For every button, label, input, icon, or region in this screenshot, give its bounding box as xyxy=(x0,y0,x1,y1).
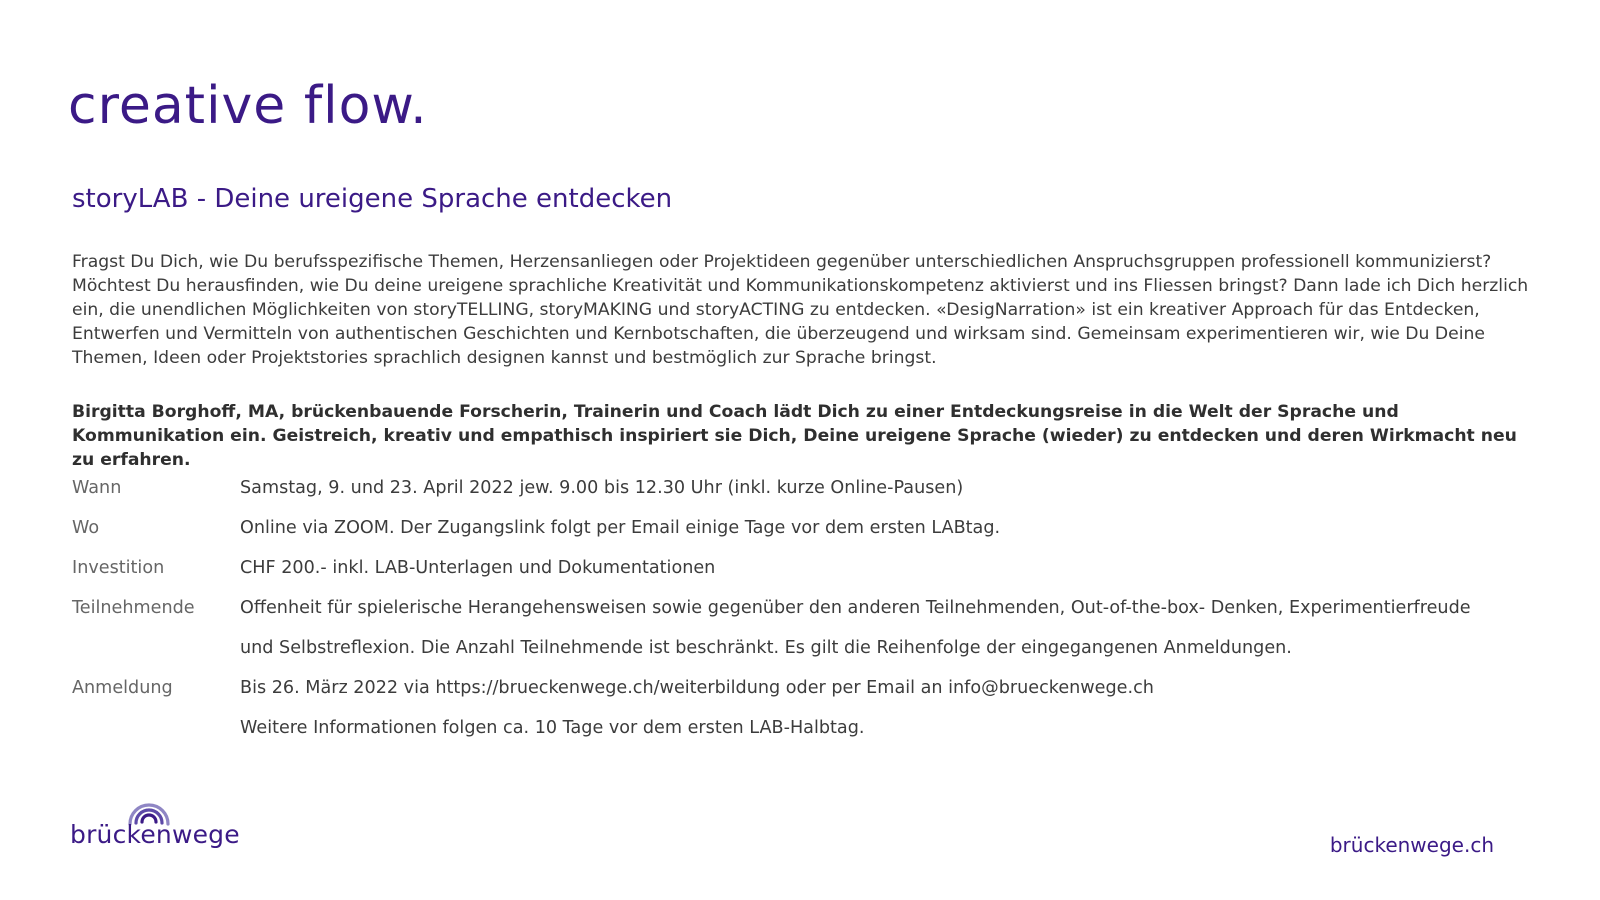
details-table xyxy=(72,468,1552,748)
detail-value xyxy=(240,548,1552,588)
detail-line: Online via ZOOM. Der Zugangslink folgt per Email einige Tage vor dem ersten LABtag. xyxy=(240,518,1001,538)
detail-line: und Selbstreflexion. Die Anzahl Teilnehmende ist beschränkt. Es gilt die Reihenfolge der eingegangenen Anmeldungen. xyxy=(240,638,1292,658)
detail-value xyxy=(240,508,1552,548)
detail-value xyxy=(240,668,1552,748)
invite-paragraph: Birgitta Borghoff, MA, brückenbauende Forscherin, Trainerin und Coach lädt Dich zu einer Entdeckungsreise in die Welt der Sprache und Kommunikation ein. Geistreich, kreativ und empathisch inspiriert sie Dich, Deine ureigene Sprache (wieder) zu entdecken und deren Wirkmacht neu zu erfahren. xyxy=(72,402,1517,470)
logo-wordmark: brückenwege xyxy=(70,820,240,849)
detail-line: Samstag, 9. und 23. April 2022 jew. 9.00 bis 12.30 Uhr (inkl. kurze Online-Pausen) xyxy=(240,478,964,498)
brueckenwege-logo xyxy=(68,788,238,858)
detail-row-teilnehmende xyxy=(72,588,1552,668)
detail-label: Teilnehmende xyxy=(72,598,195,618)
detail-row-investition xyxy=(72,548,1552,588)
detail-row-wann xyxy=(72,468,1552,508)
detail-label: Wann xyxy=(72,478,122,498)
website-link[interactable]: brückenwege.ch xyxy=(1329,833,1494,857)
detail-value xyxy=(240,588,1552,668)
detail-value xyxy=(240,468,1552,508)
detail-row-anmeldung xyxy=(72,668,1552,748)
detail-line: Bis 26. März 2022 via https://brueckenwege.ch/weiterbildung oder per Email an info@brueckenwege.ch xyxy=(240,678,1154,698)
intro-paragraph: Fragst Du Dich, wie Du berufsspezifische Themen, Herzensanliegen oder Projektideen gegenüber unterschiedlichen Anspruchsgruppen professionell kommunizierst? Möchtest Du herausfinden, wie Du deine ureigene sprachliche Kreativität und Kommunikationskompetenz aktivierst und ins Fliessen bringst? Dann lade ich Dich herzlich ein, die unendlichen Möglichkeiten von storyTELLING, storyMAKING und storyACTING zu entdecken. «DesigNarration» ist ein kreativer Approach für das Entdecken, Entwerfen und Vermitteln von authentischen Geschichten und Kernbotschaften, die überzeugend und wirksam sind. Gemeinsam experimentieren wir, wie Du Deine Themen, Ideen oder Projektstories sprachlich designen kannst und bestmöglich zur Sprache bringst. xyxy=(72,252,1529,368)
detail-line: CHF 200.- inkl. LAB-Unterlagen und Dokumentationen xyxy=(240,558,716,578)
brand-title: creative flow. xyxy=(68,76,428,136)
detail-line: Weitere Informationen folgen ca. 10 Tage vor dem ersten LAB-Halbtag. xyxy=(240,718,865,738)
detail-label: Investition xyxy=(72,558,165,578)
detail-label: Anmeldung xyxy=(72,678,173,698)
detail-row-wo xyxy=(72,508,1552,548)
detail-label: Wo xyxy=(72,518,100,538)
page-subtitle: storyLAB - Deine ureigene Sprache entdecken xyxy=(72,184,673,214)
detail-line: Offenheit für spielerische Herangehensweisen sowie gegenüber den anderen Teilnehmenden, Out-of-the-box- Denken, Experimentierfreude xyxy=(240,598,1471,618)
